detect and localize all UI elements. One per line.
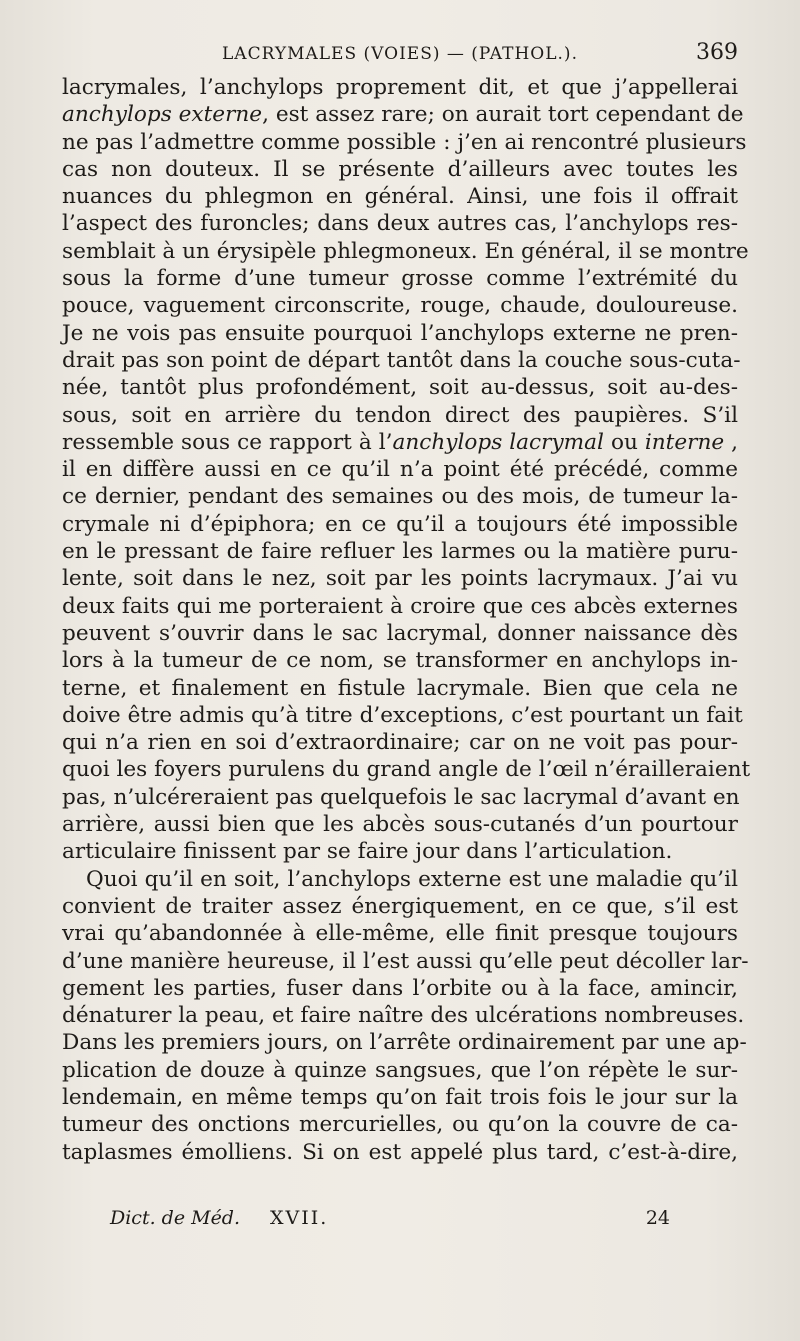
text-line: [62, 975, 738, 1002]
text-segment: il en diffère aussi en ce qu’il n’a point été précédé, comme: [62, 457, 738, 483]
text-line: [62, 784, 738, 811]
text-line: [62, 483, 738, 510]
text-line: [62, 538, 738, 565]
text-segment: arrière, aussi bien que les abcès sous-cutanés d’un pourtour: [62, 812, 738, 838]
text-line: [62, 920, 738, 947]
text-segment: pas, n’ulcéreraient pas quelquefois le sac lacrymal d’avant en: [62, 784, 740, 810]
text-line: [62, 1139, 738, 1166]
text-segment: ressemble sous ce rapport à l’: [62, 429, 393, 455]
text-segment: lendemain, en même temps qu’on fait trois fois le jour sur la: [62, 1084, 738, 1110]
text-line: [62, 1029, 747, 1056]
footer-volume: XVII.: [270, 1207, 329, 1229]
text-line: [62, 620, 738, 647]
text-segment: dénaturer la peau, et faire naître des ulcérations nombreuses.: [62, 1003, 745, 1029]
text-line: [62, 374, 738, 401]
text-line: [62, 702, 743, 729]
text-segment: en le pressant de faire refluer les larmes ou la matière puru-: [62, 539, 738, 565]
text-segment: semblait à un érysipèle phlegmoneux. En général, il se montre: [62, 238, 749, 264]
text-segment: doive être admis qu’à titre d’exceptions, c’est pourtant un fait: [62, 702, 743, 728]
text-segment: lors à la tumeur de ce nom, se transformer en anchylops in-: [62, 648, 738, 674]
text-segment: ,: [724, 429, 739, 455]
text-segment: qui n’a rien en soi d’extraordinaire; car on ne voit pas pour-: [62, 730, 738, 756]
text-segment: née, tantôt plus profondément, soit au-dessus, soit au-des-: [62, 375, 738, 401]
text-line: [62, 1084, 738, 1111]
text-line: [62, 238, 749, 265]
text-line: [62, 948, 749, 975]
italic-text: anchylops lacrymal: [392, 429, 604, 455]
text-line: [62, 429, 738, 456]
text-segment: cas non douteux. Il se présente d’ailleurs avec toutes les: [62, 156, 738, 182]
text-segment: , est assez rare; on aurait tort cependant de: [262, 102, 744, 128]
text-segment: Je ne vois pas ensuite pourquoi l’anchylops externe ne pren-: [62, 320, 738, 346]
italic-text: anchylops externe: [62, 102, 263, 128]
text-line: [62, 1057, 738, 1084]
text-segment: lente, soit dans le nez, soit par les points lacrymaux. J’ai vu: [62, 566, 738, 592]
text-segment: Dans les premiers jours, on l’arrête ordinairement par une ap-: [62, 1030, 747, 1056]
italic-text: interne: [644, 429, 725, 455]
text-line: [62, 1002, 745, 1029]
footer-reference: Dict. de Méd.: [110, 1207, 241, 1229]
text-line: [62, 647, 738, 674]
text-line: [62, 129, 747, 156]
text-segment: terne, et finalement en fistule lacrymale. Bien que cela ne: [62, 675, 738, 701]
text-segment: d’une manière heureuse, il l’est aussi qu’elle peut décoller lar-: [62, 948, 749, 974]
text-segment: sous, soit en arrière du tendon direct des paupières. S’il: [62, 402, 738, 428]
text-segment: gement les parties, fuser dans l’orbite ou à la face, amincir,: [62, 975, 738, 1001]
text-segment: ne pas l’admettre comme possible : j’en ai rencontré plusieurs: [62, 129, 747, 155]
body-text: [62, 74, 751, 1166]
text-segment: lacrymales, l’anchylops proprement dit, et que j’appellerai: [62, 75, 738, 100]
text-line: [62, 347, 741, 374]
page-footer: [110, 1207, 670, 1237]
text-segment: crymale ni d’épiphora; en ce qu’il a toujours été impossible: [62, 511, 738, 537]
running-head: LACRYMALES (VOIES) — (PATHOL.).: [222, 44, 578, 64]
text-line: [62, 402, 738, 429]
text-line: [62, 265, 738, 292]
text-segment: nuances du phlegmon en général. Ainsi, une fois il offrait: [62, 184, 738, 210]
text-segment: l’aspect des furoncles; dans deux autres cas, l’anchylops res-: [62, 211, 738, 237]
text-segment: quoi les foyers purulens du grand angle de l’œil n’érailleraient: [62, 757, 751, 783]
text-line: [62, 320, 738, 347]
text-line: [62, 893, 738, 920]
text-line: [62, 292, 738, 319]
text-segment: articulaire finissent par se faire jour dans l’articulation.: [62, 839, 673, 865]
text-segment: pouce, vaguement circonscrite, rouge, chaude, douloureuse.: [62, 293, 738, 319]
text-segment: peuvent s’ouvrir dans le sac lacrymal, donner naissance dès: [62, 620, 738, 646]
page-header: [62, 38, 738, 74]
text-segment: tumeur des onctions mercurielles, ou qu’on la couvre de ca-: [62, 1112, 738, 1138]
text-line: [62, 511, 738, 538]
page-number: 369: [696, 40, 738, 65]
text-segment: convient de traiter assez énergiquement, en ce que, s’il est: [62, 893, 738, 919]
text-line: [62, 101, 744, 128]
text-segment: Quoi qu’il en soit, l’anchylops externe est une maladie qu’il: [86, 866, 738, 892]
text-line: [62, 565, 738, 592]
text-line: [62, 675, 738, 702]
footer-signature: 24: [645, 1207, 670, 1229]
text-line: [62, 811, 738, 838]
text-line: [62, 729, 738, 756]
text-line: [62, 156, 738, 183]
text-line: [62, 74, 738, 101]
text-segment: ce dernier, pendant des semaines ou des mois, de tumeur la-: [62, 484, 738, 510]
text-line: [62, 183, 738, 210]
text-segment: deux faits qui me porteraient à croire que ces abcès externes: [62, 593, 738, 619]
text-segment: drait pas son point de départ tantôt dans la couche sous-cuta-: [62, 347, 741, 373]
text-line: [62, 838, 738, 865]
text-line: [62, 456, 738, 483]
text-line: [62, 210, 738, 237]
text-line: [62, 756, 751, 783]
text-segment: taplasmes émolliens. Si on est appelé plus tard, c’est-à-dire,: [62, 1139, 738, 1165]
text-line: [62, 1111, 738, 1138]
text-segment: ou: [603, 429, 645, 455]
text-line: [62, 593, 738, 620]
text-segment: sous la forme d’une tumeur grosse comme l’extrémité du: [62, 266, 738, 292]
text-line: [62, 866, 738, 893]
text-segment: plication de douze à quinze sangsues, que l’on répète le sur-: [62, 1057, 738, 1083]
text-segment: vrai qu’abandonnée à elle-même, elle finit presque toujours: [62, 921, 738, 947]
